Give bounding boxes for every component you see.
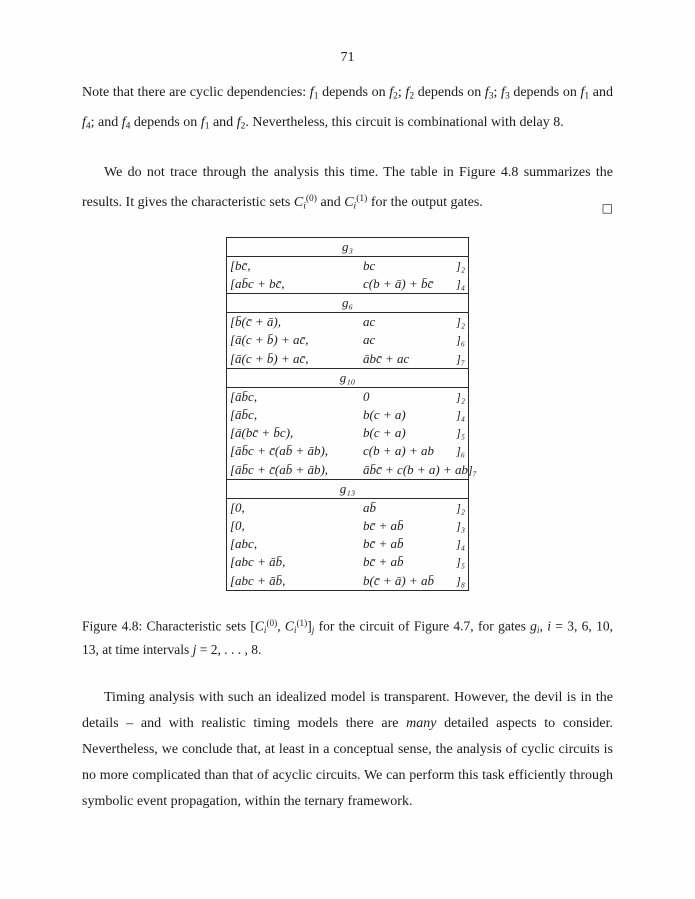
text-run: f	[121, 114, 126, 130]
table-cell-j: ]₄	[456, 407, 465, 422]
text-run: i	[353, 201, 357, 212]
table-cell-mid: 0	[363, 388, 370, 404]
table-cell-j: ]₆	[456, 333, 465, 348]
table-cell-mid: ab̄	[363, 499, 376, 515]
text-run: C	[293, 195, 304, 211]
table-cell-mid: c(b + ā) + b̄c̄	[363, 275, 434, 291]
text-run: g	[530, 618, 537, 634]
paragraph-analysis-summary	[82, 160, 613, 219]
text-run: 1	[584, 91, 590, 102]
text-run: f	[236, 114, 241, 130]
table-cell-mid: b(c̄ + ā) + ab̄	[363, 572, 434, 588]
text-run: (0)	[305, 194, 317, 205]
text-run: ;	[493, 85, 502, 100]
text-run: j	[192, 641, 197, 657]
table-row	[227, 275, 468, 293]
table-cell-mid: bc̄ + ab̄	[363, 536, 404, 552]
text-run: 1	[313, 91, 319, 102]
table-cell-left: [āb̄c + c̄(ab̄ + āb),	[230, 461, 329, 477]
page-content	[82, 50, 613, 815]
table-cell-j: ]₃	[456, 518, 465, 533]
table-cell-mid: bc̄ + ab̄	[363, 517, 404, 533]
table-cell-j: ]₆	[456, 444, 465, 459]
text-run: i	[263, 624, 267, 635]
table-row	[227, 313, 468, 331]
text-run: depends on	[318, 85, 390, 100]
qed-square-icon: □	[601, 200, 613, 215]
text-run: We do not trace through the analysis this time. The table in Figure 4.8 summarizes the results. It gives the characteristic sets	[82, 165, 613, 211]
text-run: depends on	[509, 85, 581, 100]
table-cell-j: ]₄	[456, 276, 465, 291]
table-row	[227, 572, 468, 590]
table-cell-left: [ab̄c + bc̄,	[230, 275, 285, 291]
text-run: . Nevertheless, this circuit is combinational with delay 8.	[245, 114, 564, 130]
text-run: Timing analysis with such an idealized model is transparent. However, the devil is in the details – and with realistic timing models there are	[82, 689, 613, 731]
table-cell-mid: bc̄ + ab̄	[363, 554, 404, 570]
table-cell-j: ]₂	[456, 389, 465, 404]
text-run: f	[200, 114, 205, 130]
text-run: C	[344, 195, 354, 211]
table-cell-left: [ā(c + b̄) + ac̄,	[230, 350, 309, 366]
table-cell-left: [abc + āb̄,	[230, 554, 286, 570]
text-run: 2	[240, 121, 246, 132]
table-row	[227, 442, 468, 460]
figure-table	[226, 237, 477, 591]
table-cell-mid: ābc̄ + ac	[363, 350, 410, 366]
text-run: i	[293, 624, 297, 635]
table-cell-j: ]₄	[456, 537, 465, 552]
text-run: f	[389, 85, 394, 100]
text-run: (1)	[356, 194, 368, 205]
table-cell-left: [āb̄c,	[230, 406, 258, 422]
table-cell-left: [āb̄c,	[230, 388, 258, 404]
text-run: f	[484, 85, 489, 100]
figure-table-wrapper	[82, 237, 613, 591]
text-run: f	[580, 85, 585, 100]
text-run: 3	[504, 91, 510, 102]
table-cell-left: [abc + āb̄,	[230, 572, 286, 588]
table-cell-mid: bc	[363, 257, 376, 273]
table-row	[227, 424, 468, 442]
paragraph-conclusion	[82, 685, 613, 815]
text-run: depends on	[130, 114, 201, 130]
table-cell-left: [b̄(c̄ + ā),	[230, 314, 282, 330]
table-section-header: g₁₃	[227, 480, 468, 499]
table-row	[227, 331, 468, 349]
text-run: and	[589, 85, 613, 100]
text-run: 3	[488, 91, 494, 102]
table-section-header: g₁₀	[227, 369, 468, 388]
table-cell-mid: āb̄c̄ + c(b + a) + ab	[363, 461, 469, 477]
table-section	[227, 479, 468, 590]
table-cell-mid: ac	[363, 314, 376, 330]
table-cell-j: ]₂	[456, 258, 465, 273]
text-run: ,	[539, 618, 548, 634]
text-run: 1	[204, 121, 210, 132]
text-run: 4	[85, 121, 91, 132]
text-run: f	[405, 85, 410, 100]
text-run: f	[309, 85, 314, 100]
table-section	[227, 238, 468, 293]
table-row	[227, 499, 468, 517]
text-run: many	[406, 715, 437, 731]
text-run: detailed aspects to consider. Nevertheless, we conclude that, at least in a conceptual sense, the analysis of cyclic circuits is no more complicated than that of acyclic circuits. We can perform this task efficiently through symbolic event propagation, within the ternary framework.	[82, 715, 613, 809]
table-section	[227, 368, 477, 479]
table-cell-j: ]₇	[468, 462, 477, 477]
table-cell-j: ]₈	[456, 573, 465, 588]
table-row	[227, 553, 468, 571]
text-run: j	[311, 624, 315, 635]
table-row	[227, 257, 468, 275]
page-number: 71	[340, 50, 355, 65]
table-cell-j: ]₅	[456, 426, 465, 441]
text-run: Figure 4.8: Characteristic sets [	[82, 618, 255, 634]
text-run: i	[303, 201, 306, 212]
table-row	[227, 517, 468, 535]
figure-caption	[82, 613, 613, 660]
table-section	[227, 293, 468, 368]
table-cell-left: [0,	[230, 499, 245, 515]
text-run: ; and	[90, 114, 122, 130]
text-run: (0)	[266, 617, 278, 628]
text-run: ;	[397, 85, 406, 100]
text-run: ]	[307, 618, 312, 634]
text-run: Note that there are cyclic dependencies:	[82, 85, 310, 100]
table-cell-left: [0,	[230, 517, 245, 533]
table-row	[227, 350, 468, 368]
table-cell-left: [bc̄,	[230, 257, 251, 273]
text-run: 4	[125, 121, 131, 132]
table-row	[227, 406, 468, 424]
text-run: and	[316, 195, 345, 211]
table-cell-mid: b(c + a)	[363, 406, 406, 422]
table-cell-j: ]₅	[456, 555, 465, 570]
text-run: (1)	[296, 617, 308, 628]
text-run: i	[536, 624, 540, 635]
table-cell-mid: ac	[363, 332, 376, 348]
text-run: f	[501, 85, 505, 100]
text-run: for the output gates.	[367, 195, 483, 211]
text-run: for the circuit of Figure 4.7, for gates	[314, 618, 531, 634]
text-run: ,	[277, 618, 285, 634]
text-run: f	[82, 114, 86, 130]
table-cell-left: [ā(bc̄ + b̄c),	[230, 425, 294, 441]
table-row	[227, 388, 468, 406]
table-row	[227, 535, 468, 553]
text-run: 2	[409, 91, 415, 102]
table-cell-j: ]₂	[456, 500, 465, 515]
text-run: C	[254, 618, 264, 634]
paragraph-cyclic-dependencies	[82, 80, 613, 139]
text-run: and	[209, 114, 237, 130]
table-cell-left: [ā(c + b̄) + ac̄,	[230, 332, 309, 348]
text-run: i	[547, 618, 551, 634]
text-run: = 2, . . . , 8.	[196, 641, 262, 657]
table-cell-left: [āb̄c + c̄(ab̄ + āb),	[230, 443, 329, 459]
table-section-header: g₆	[227, 294, 468, 313]
text-run: = 3, 6, 10, 13, at time intervals	[82, 618, 614, 657]
table-cell-mid: b(c + a)	[363, 425, 406, 441]
table-cell-left: [abc,	[230, 536, 258, 552]
text-run: 2	[393, 91, 398, 102]
text-run: depends on	[414, 85, 485, 100]
table-cell-mid: c(b + a) + ab	[363, 443, 434, 459]
table-row	[227, 461, 477, 479]
table-cell-j: ]₇	[456, 351, 465, 366]
table-section-header: g₃	[227, 238, 468, 257]
text-run: C	[284, 618, 294, 634]
table-cell-j: ]₂	[456, 315, 465, 330]
